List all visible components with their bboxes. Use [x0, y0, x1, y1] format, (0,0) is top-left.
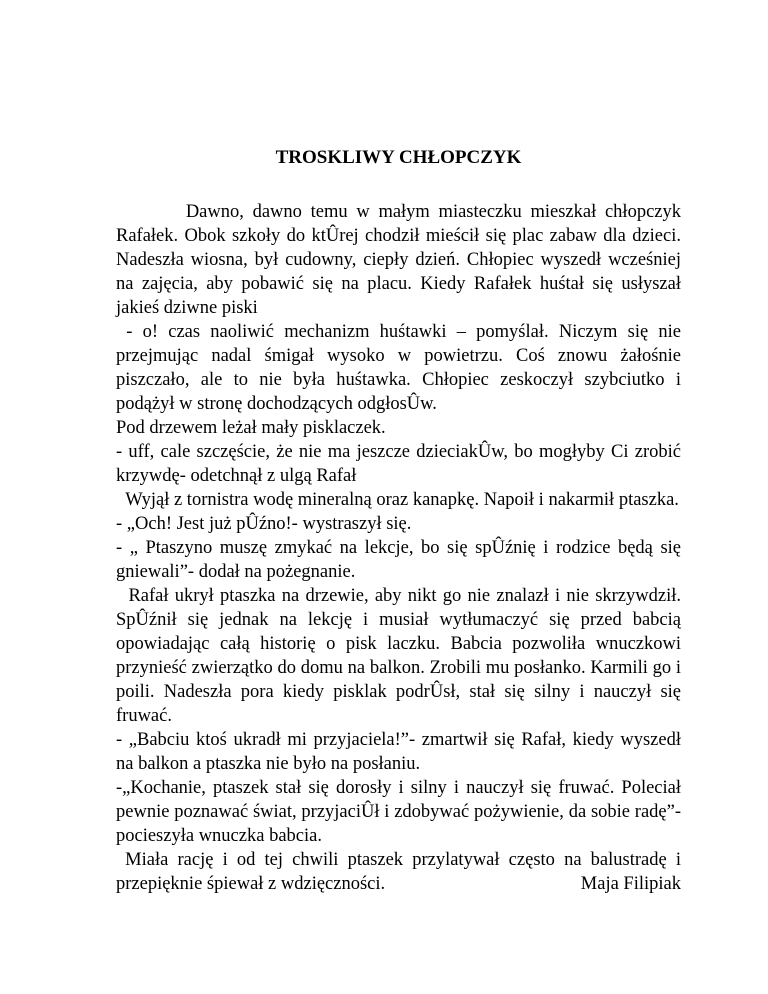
story-paragraph: - „Babciu ktoś ukradł mi przyjaciela!”- zmartwił się Rafał, kiedy wyszedł na balkon a ptaszka nie było na posłaniu.: [116, 730, 681, 774]
author-signature: Maja Filipiak: [580, 874, 681, 894]
story-paragraph: Rafał ukrył ptaszka na drzewie, aby nikt go nie znalazł i nie skrzywdził. SpÛźnił się jednak na lekcję i musiał wytłumaczyć się przed babcią opowiadając całą historię o pisk laczku. Babcia pozwoliła wnuczkowi przynieść zwierzątko do domu na balkon. Zrobili mu posłanko. Karmili go i poili. Nadeszła pora kiedy pisklak podrÛsł, stał się silny i nauczył się fruwać.: [116, 586, 686, 726]
story-paragraph: - „ Ptaszyno muszę zmykać na lekcje, bo się spÛźnię i rodzice będą się gniewali”- dodał na pożegnanie.: [116, 538, 681, 582]
story-body: [116, 200, 691, 896]
story-paragraph: Wyjął z tornistra wodę mineralną oraz kanapkę. Napoił i nakarmił ptaszka.: [116, 490, 679, 510]
document-page: [116, 0, 691, 994]
story-paragraph: Miała rację i od tej chwili ptaszek przylatywał często na balustradę i przepięknie śpiewał z wdzięczności.: [116, 850, 686, 894]
story-paragraph: -„Kochanie, ptaszek stał się dorosły i silny i nauczył się fruwać. Poleciał pewnie poznawać świat, przyjaciÛł i zdobywać pożywienie, da sobie radę”- pocieszyła wnuczka babcia.: [116, 778, 681, 846]
story-title: TROSKLIWY CHŁOPCZYK: [275, 147, 522, 168]
story-paragraph: Dawno, dawno temu w małym miasteczku mieszkał chłopczyk Rafałek. Obok szkoły do ktÛrej chodził mieścił się plac zabaw dla dzieci. Nadeszła wiosna, był cudowny, ciepły dzień. Chłopiec wyszedł wcześniej na zajęcia, aby pobawić się na placu. Kiedy Rafałek huśtał się usłyszał jakieś dziwne piski: [116, 202, 691, 318]
story-paragraph: - „Och! Jest już pÛźno!- wystraszył się.: [116, 514, 412, 534]
story-paragraph: - uff, cale szczęście, że nie ma jeszcze dzieciakÛw, bo mogłyby Ci zrobić krzywdę- odetchnął z ulgą Rafał: [116, 442, 681, 486]
story-paragraph: - o! czas naoliwić mechanizm huśtawki – pomyślał. Niczym się nie przejmując nadal śmigał wysoko w powietrzu. Coś znowu żałośnie piszczało, ale to nie była huśtawka. Chłopiec zeskoczył szybciutko i podążył w stronę dochodzących odgłosÛw.: [116, 322, 686, 414]
story-paragraph: Pod drzewem leżał mały pisklaczek.: [116, 418, 386, 438]
